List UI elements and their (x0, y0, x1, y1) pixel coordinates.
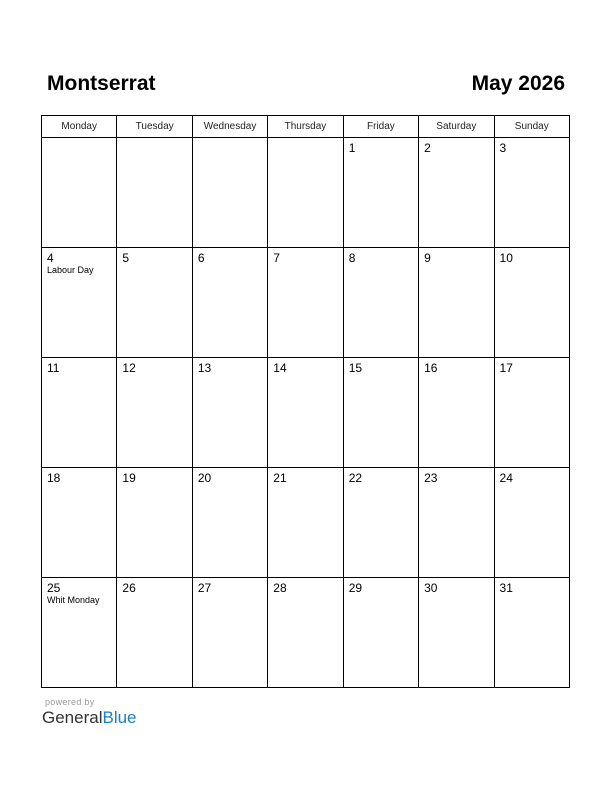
day-cell (117, 248, 192, 358)
day-cell (419, 578, 494, 688)
holiday-label: Whit Monday (47, 595, 100, 605)
day-number (193, 138, 267, 141)
day-number: 28 (273, 581, 287, 595)
day-number (268, 138, 342, 141)
day-cell (419, 468, 494, 578)
generalblue-logo (42, 708, 137, 728)
week-row (42, 468, 570, 578)
day-number: 23 (424, 471, 438, 485)
day-number: 13 (197, 361, 212, 375)
day-cell (494, 578, 569, 688)
day-number: 1 (348, 141, 356, 155)
holiday-label: Labour Day (47, 265, 94, 275)
weekday-saturday: Saturday (419, 116, 494, 138)
day-cell (268, 248, 343, 358)
day-cell (117, 358, 192, 468)
day-cell (419, 248, 494, 358)
day-cell (268, 138, 343, 248)
day-cell (42, 578, 117, 688)
day-cell (42, 468, 117, 578)
day-number: 6 (197, 251, 205, 265)
weekday-sunday: Sunday (494, 116, 569, 138)
day-number: 9 (424, 251, 431, 265)
day-number: 27 (197, 581, 212, 595)
day-cell (343, 468, 418, 578)
day-number: 30 (424, 581, 438, 595)
day-number: 2 (424, 141, 431, 155)
day-cell (192, 358, 267, 468)
day-cell (268, 468, 343, 578)
powered-by-text: powered by (45, 697, 95, 707)
day-number: 4 (47, 251, 54, 265)
weekday-thursday: Thursday (268, 116, 343, 138)
weekday-tuesday: Tuesday (117, 116, 192, 138)
footer-brand (42, 697, 137, 728)
day-cell (343, 358, 418, 468)
day-cell (42, 138, 117, 248)
calendar-grid (41, 115, 570, 688)
day-cell (117, 138, 192, 248)
day-number: 29 (348, 581, 363, 595)
day-cell (117, 578, 192, 688)
day-cell (42, 358, 117, 468)
week-row (42, 578, 570, 688)
day-cell (192, 468, 267, 578)
day-number: 12 (122, 361, 136, 375)
weekday-wednesday: Wednesday (192, 116, 267, 138)
day-cell (419, 138, 494, 248)
day-cell (192, 578, 267, 688)
day-number: 19 (122, 471, 136, 485)
day-number: 24 (499, 471, 513, 485)
weekday-header-row (42, 116, 570, 138)
day-cell (343, 138, 418, 248)
day-number: 10 (499, 251, 513, 265)
day-number: 22 (348, 471, 363, 485)
day-number: 15 (348, 361, 363, 375)
day-number: 7 (273, 251, 280, 265)
day-number (42, 138, 116, 141)
week-row (42, 248, 570, 358)
day-cell (192, 138, 267, 248)
day-cell (192, 248, 267, 358)
day-cell (343, 578, 418, 688)
month-year-title: May 2026 (471, 72, 565, 95)
day-number: 18 (47, 471, 61, 485)
weekday-monday: Monday (42, 116, 117, 138)
day-number (117, 138, 191, 141)
day-number: 20 (197, 471, 212, 485)
day-number: 31 (499, 581, 513, 595)
day-number: 3 (499, 141, 507, 155)
day-number: 8 (348, 251, 356, 265)
week-row (42, 138, 570, 248)
day-number: 17 (499, 361, 513, 375)
day-cell (42, 248, 117, 358)
day-cell (268, 358, 343, 468)
day-number: 21 (273, 471, 287, 485)
day-number: 11 (47, 361, 60, 375)
day-cell (494, 468, 569, 578)
day-cell (494, 138, 569, 248)
day-number: 16 (424, 361, 438, 375)
logo-blue-text: Blue (102, 708, 137, 727)
day-cell (268, 578, 343, 688)
weekday-friday: Friday (343, 116, 418, 138)
logo-general-text: General (42, 708, 103, 727)
day-cell (419, 358, 494, 468)
day-cell (494, 248, 569, 358)
day-number: 5 (122, 251, 130, 265)
day-cell (117, 468, 192, 578)
country-title: Montserrat (47, 72, 156, 95)
day-number: 25 (47, 581, 61, 595)
day-number: 26 (122, 581, 136, 595)
day-cell (343, 248, 418, 358)
day-cell (494, 358, 569, 468)
week-row (42, 358, 570, 468)
day-number: 14 (273, 361, 287, 375)
